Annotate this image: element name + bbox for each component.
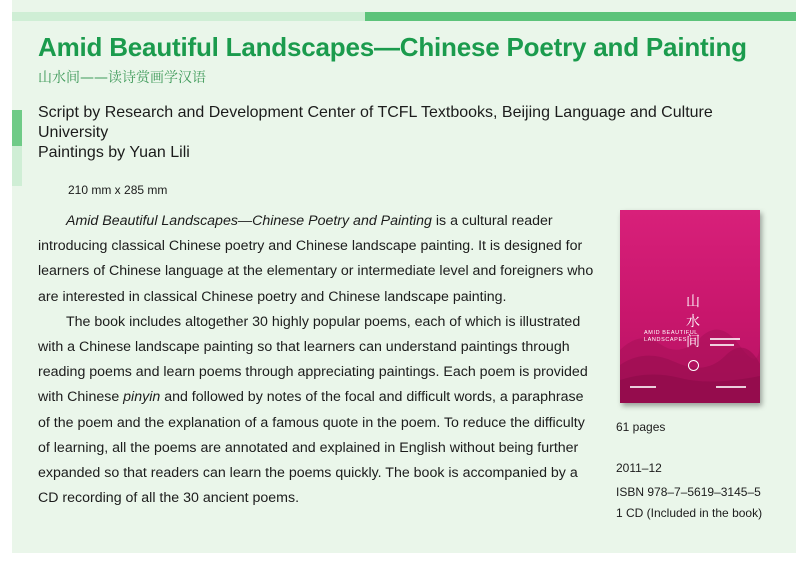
cover-publisher-mark bbox=[716, 386, 746, 388]
book-dimensions: 210 mm x 285 mm bbox=[68, 183, 168, 197]
cover-small-text-mark bbox=[630, 386, 656, 388]
description-p1-text: is a cultural reader introducing classical Chinese poetry and Chinese landscape painting. It is designed for learners of Chinese language at the elementary or intermediate level and foreigners who are interested in classical Chinese poetry and Chinese landscape painting. bbox=[38, 213, 594, 305]
cover-seal-icon bbox=[688, 360, 699, 371]
script-credit-line-1: Script by Research and Development Center of TCFL Textbooks, Beijing Language and Culture bbox=[38, 104, 713, 121]
description-p2-text-a: The book includes altogether 30 highly popular poems, each of which is illustrated with a Chinese landscape painting so that learners can understand paintings through reading poems and learn poems through appreciating paintings. Each poem is provided with Chinese bbox=[38, 313, 588, 406]
cover-char-2: 水 bbox=[686, 314, 700, 330]
description-paragraph-1 bbox=[38, 209, 598, 310]
pinyin-italic: pinyin bbox=[123, 389, 161, 406]
page-count: 61 pages bbox=[616, 420, 666, 434]
book-description bbox=[38, 209, 598, 511]
description-title-italic: Amid Beautiful Landscapes—Chinese Poetry and Painting bbox=[66, 213, 432, 229]
side-accent-bar bbox=[12, 110, 22, 146]
cover-char-1: 山 bbox=[686, 294, 700, 310]
cover-small-text-mark bbox=[710, 338, 740, 340]
isbn: ISBN 978–7–5619–3145–5 bbox=[616, 485, 761, 499]
cover-char-3: 间 bbox=[686, 334, 700, 350]
book-title: Amid Beautiful Landscapes—Chinese Poetry and Painting bbox=[38, 32, 747, 62]
publication-date: 2011–12 bbox=[616, 461, 662, 475]
side-accent-bar-light bbox=[12, 146, 22, 186]
book-cover-image bbox=[620, 210, 760, 403]
cd-info: 1 CD (Included in the book) bbox=[616, 506, 763, 520]
paintings-credit: Paintings by Yuan Lili bbox=[38, 144, 190, 161]
top-accent-bar bbox=[365, 12, 796, 21]
description-paragraph-2 bbox=[38, 310, 598, 512]
cover-small-text-mark bbox=[710, 344, 734, 346]
cover-english-title: AMID BEAUTIFUL LANDSCAPES bbox=[644, 330, 698, 343]
book-title-chinese: 山水间——读诗赏画学汉语 bbox=[38, 70, 206, 86]
description-p2-text-b: and followed by notes of the focal and difficult words, a paraphrase of the poem and the explanation of a famous quote in the poem. To reduce the difficulty of learning, all the poems are annotated and explained in English without being further expanded so that readers can learn the poems quickly. The book is accompanied by a CD recording of all the 30 ancient poems. bbox=[38, 389, 585, 507]
credits bbox=[38, 103, 788, 163]
top-accent-bar-light bbox=[12, 12, 365, 21]
script-credit-line-2: University bbox=[38, 124, 109, 141]
